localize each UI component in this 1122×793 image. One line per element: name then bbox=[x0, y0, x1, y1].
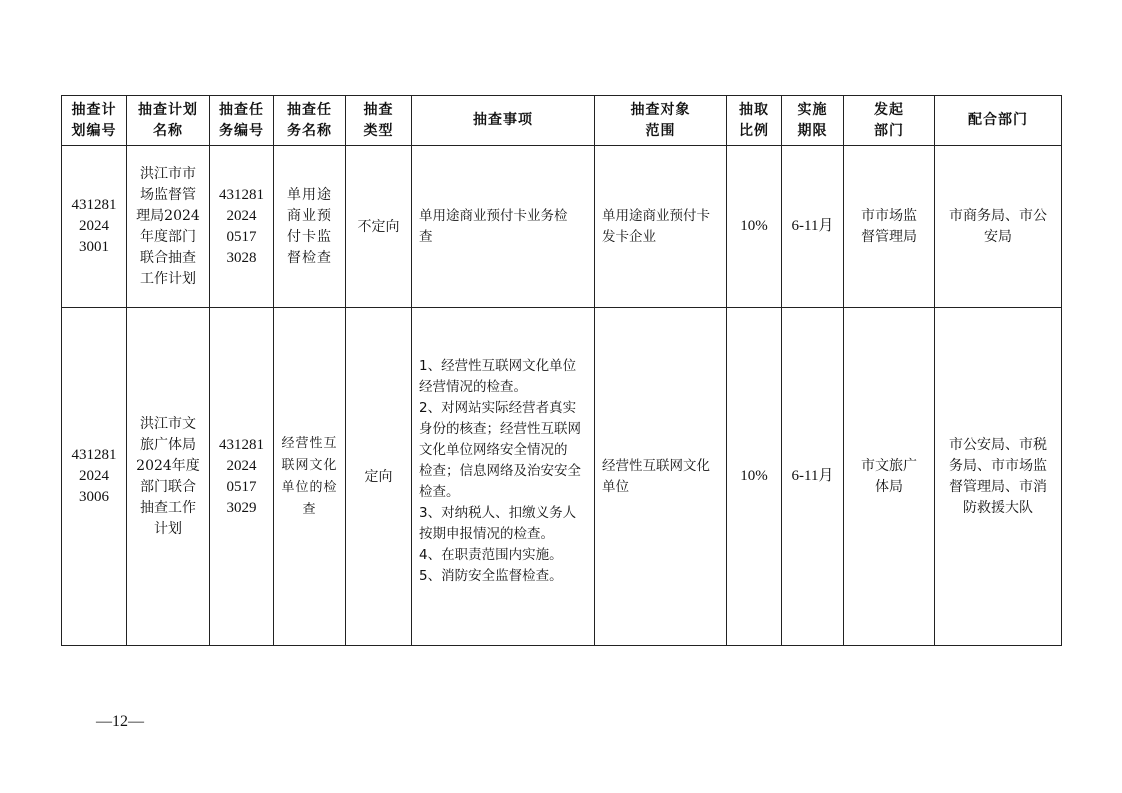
cell-ratio: 10% bbox=[727, 146, 782, 308]
cell-initiator: 市市场监 督管理局 bbox=[844, 146, 935, 308]
header-plan-id: 抽查计 划编号 bbox=[62, 96, 127, 146]
cell-initiator: 市文旅广 体局 bbox=[844, 308, 935, 646]
cell-period: 6-11月 bbox=[782, 146, 844, 308]
cell-plan-name: 洪江市文 旅广体局 2024年度 部门联合 抽查工作 计划 bbox=[127, 308, 210, 646]
header-check-items: 抽查事项 bbox=[412, 96, 595, 146]
header-ratio: 抽取 比例 bbox=[727, 96, 782, 146]
header-period: 实施 期限 bbox=[782, 96, 844, 146]
cell-cooperators: 市商务局、市公 安局 bbox=[935, 146, 1062, 308]
cell-task-name: 经营性互 联网文化 单位的检 查 bbox=[274, 308, 346, 646]
header-task-id: 抽查任 务编号 bbox=[210, 96, 274, 146]
header-plan-name: 抽查计划 名称 bbox=[127, 96, 210, 146]
cell-check-type: 不定向 bbox=[346, 146, 412, 308]
cell-cooperators: 市公安局、市税 务局、市市场监 督管理局、市消 防救援大队 bbox=[935, 308, 1062, 646]
header-initiator: 发起 部门 bbox=[844, 96, 935, 146]
cell-check-items: 1、经营性互联网文化单位 经营情况的检查。 2、对网站实际经营者真实 身份的核查；经营性互联网 文化单位网络安全情况的 检查；信息网络及治安安全 检查。 3、对纳税人、扣缴义务人 按期申报情况的检查。 4、在职责范围内实施。 5、消防安全监督检查。 bbox=[412, 308, 595, 646]
cell-task-id: 431281 2024 0517 3028 bbox=[210, 146, 274, 308]
cell-ratio: 10% bbox=[727, 308, 782, 646]
cell-check-type: 定向 bbox=[346, 308, 412, 646]
table-row bbox=[62, 308, 1062, 646]
cell-plan-name: 洪江市市 场监督管 理局2024 年度部门 联合抽查 工作计划 bbox=[127, 146, 210, 308]
cell-task-name: 单用途 商业预 付卡监 督检查 bbox=[274, 146, 346, 308]
cell-plan-id: 431281 2024 3006 bbox=[62, 308, 127, 646]
page-number: —12— bbox=[96, 713, 144, 730]
header-check-type: 抽查 类型 bbox=[346, 96, 412, 146]
header-cooperators: 配合部门 bbox=[935, 96, 1062, 146]
cell-period: 6-11月 bbox=[782, 308, 844, 646]
table-row bbox=[62, 146, 1062, 308]
inspection-plan-table bbox=[61, 95, 1062, 646]
cell-check-scope: 经营性互联网文化 单位 bbox=[595, 308, 727, 646]
header-check-scope: 抽查对象 范围 bbox=[595, 96, 727, 146]
cell-check-scope: 单用途商业预付卡 发卡企业 bbox=[595, 146, 727, 308]
header-task-name: 抽查任 务名称 bbox=[274, 96, 346, 146]
cell-task-id: 431281 2024 0517 3029 bbox=[210, 308, 274, 646]
header-row bbox=[62, 96, 1062, 146]
cell-check-items: 单用途商业预付卡业务检 查 bbox=[412, 146, 595, 308]
cell-plan-id: 431281 2024 3001 bbox=[62, 146, 127, 308]
